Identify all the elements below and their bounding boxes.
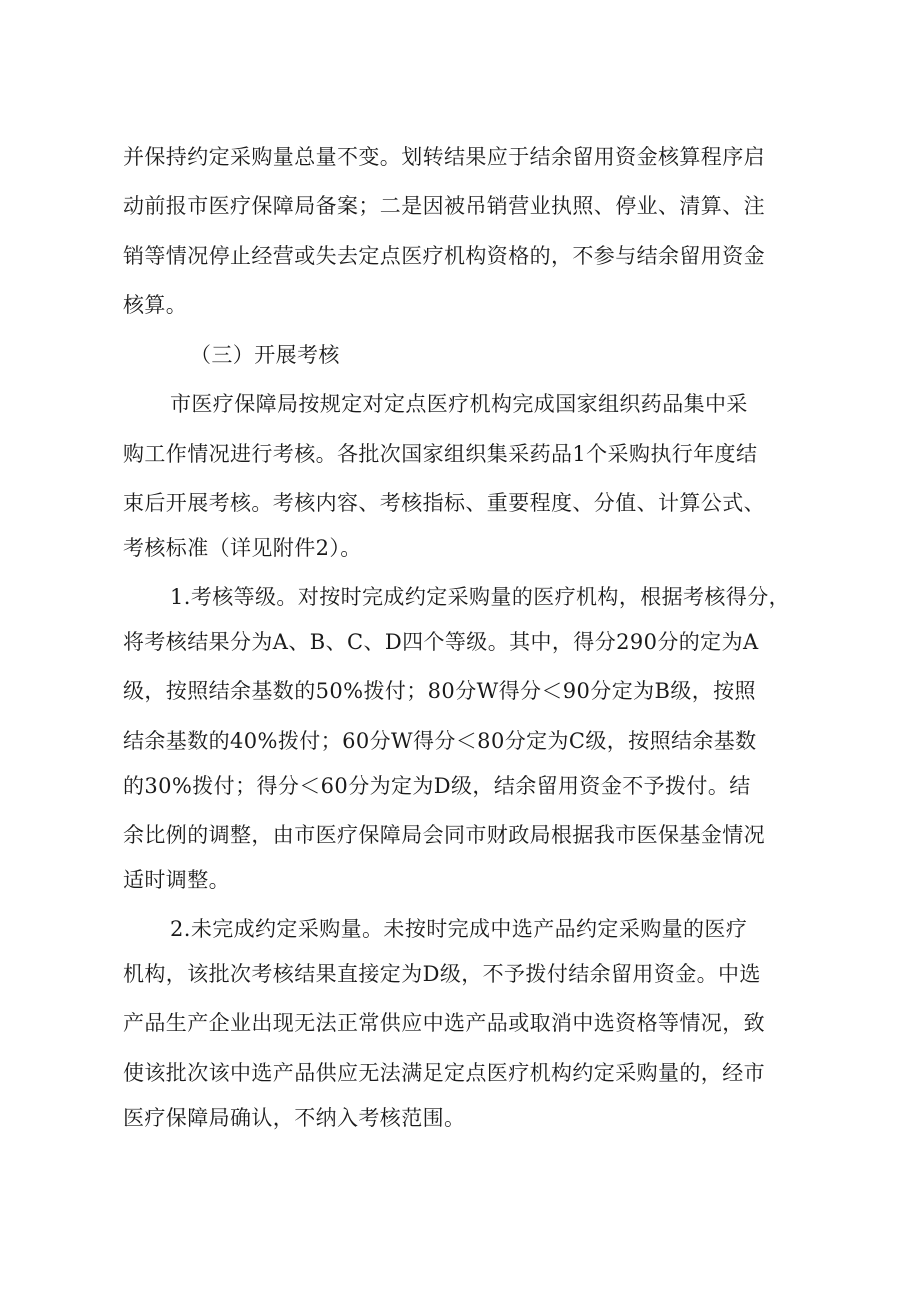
- body-text-line: 余比例的调整，由市医疗保障局会同市财政局根据我市医保基金情况: [123, 823, 765, 847]
- body-text-line: 核算。: [123, 293, 188, 317]
- body-text-line: 使该批次该中选产品供应无法满足定点医疗机构约定采购量的，经市: [123, 1061, 765, 1085]
- numbered-item-2-line: 2.未完成约定采购量。未按时完成中选产品约定采购量的医疗: [170, 917, 748, 941]
- body-text-line: 市医疗保障局按规定对定点医疗机构完成国家组织药品集中采: [170, 392, 748, 416]
- body-text-line: 结余基数的40%拨付；60分W得分＜80分定为C级，按照结余基数: [123, 729, 757, 753]
- body-text-line: 将考核结果分为A、B、C、D四个等级。其中，得分290分的定为A: [123, 630, 759, 654]
- body-text-line: 医疗保障局确认，不纳入考核范围。: [123, 1106, 466, 1130]
- body-text-line: 动前报市医疗保障局备案；二是因被吊销营业执照、停业、清算、注: [123, 194, 765, 218]
- body-text-line: 机构，该批次考核结果直接定为D级，不予拨付结余留用资金。中选: [123, 962, 761, 986]
- numbered-item-1-line: 1.考核等级。对按时完成约定采购量的医疗机构，根据考核得分，: [170, 585, 791, 609]
- section-heading: （三）开展考核: [190, 343, 340, 367]
- body-text-line: 考核标准（详见附件2）。: [123, 536, 362, 560]
- body-text-line: 销等情况停止经营或失去定点医疗机构资格的，不参与结余留用资金: [123, 244, 765, 268]
- body-text-line: 适时调整。: [123, 868, 230, 892]
- body-text-line: 产品生产企业出现无法正常供应中选产品或取消中选资格等情况，致: [123, 1011, 765, 1035]
- body-text-line: 束后开展考核。考核内容、考核指标、重要程度、分值、计算公式、: [123, 491, 765, 515]
- body-text-line: 并保持约定采购量总量不变。划转结果应于结余留用资金核算程序启: [123, 145, 765, 169]
- body-text-line: 购工作情况进行考核。各批次国家组织集采药品1个采购执行年度结: [123, 442, 758, 466]
- body-text-line: 的30%拨付；得分＜60分为定为D级，结余留用资金不予拨付。结: [123, 774, 751, 798]
- body-text-line: 级，按照结余基数的50%拨付；80分W得分＜90分定为B级，按照: [123, 679, 756, 703]
